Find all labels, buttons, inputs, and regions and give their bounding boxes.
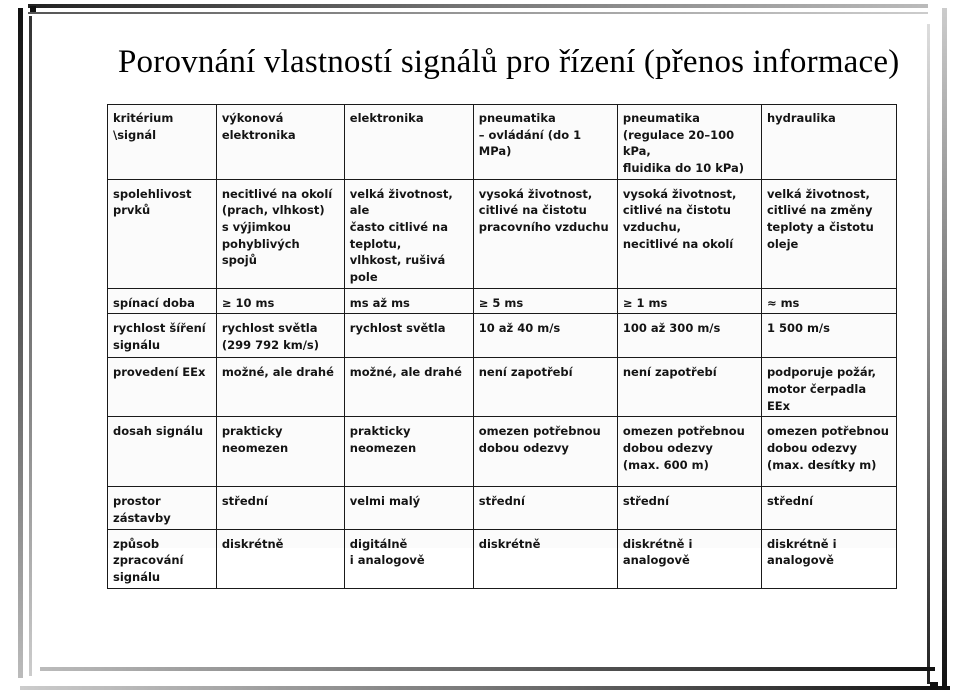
table-cell: možné, ale drahé: [216, 358, 344, 417]
table-cell: 100 až 300 m/s: [617, 314, 761, 358]
table-header-cell: výkonová elektronika: [216, 105, 344, 180]
table-cell: rychlost světla: [344, 314, 473, 358]
frame-corner-mark: [930, 682, 938, 690]
table-row: [108, 529, 897, 588]
table-cell: ≥ 5 ms: [473, 288, 617, 314]
table-cell: prakticky neomezen: [344, 417, 473, 487]
comparison-table-image: [107, 104, 897, 585]
table-cell: střední: [617, 487, 761, 529]
table-cell: střední: [761, 487, 896, 529]
frame-bottom-line-thin: [40, 667, 935, 671]
table-cell: vysoká životnost, citlivé na čistotu pracovního vzduchu: [473, 179, 617, 288]
frame-left-line: [18, 8, 23, 678]
criterion-cell: způsob zpracování signálu: [108, 529, 217, 588]
table-cell: velmi malý: [344, 487, 473, 529]
table-cell: střední: [473, 487, 617, 529]
table-cell: rychlost světla (299 792 km/s): [216, 314, 344, 358]
comparison-table: [107, 104, 897, 589]
table-cell: 1 500 m/s: [761, 314, 896, 358]
table-cell: prakticky neomezen: [216, 417, 344, 487]
table-cell: necitlivé na okolí (prach, vlhkost) s výjimkou pohyblivých spojů: [216, 179, 344, 288]
frame-bottom-line: [20, 686, 950, 690]
table-cell: podporuje požár, motor čerpadla EEx: [761, 358, 896, 417]
criterion-cell: provedení EEx: [108, 358, 217, 417]
table-cell: možné, ale drahé: [344, 358, 473, 417]
table-row: [108, 179, 897, 288]
table-cell: diskrétně i analogově: [617, 529, 761, 588]
table-cell: diskrétně i analogově: [761, 529, 896, 588]
table-cell: omezen potřebnou dobou odezvy (max. 600 m): [617, 417, 761, 487]
frame-corner-mark: [30, 6, 36, 12]
criterion-cell: dosah signálu: [108, 417, 217, 487]
criterion-cell: prostor zástavby: [108, 487, 217, 529]
slide-title: Porovnání vlastností signálů pro řízení (přenos informace): [118, 44, 900, 80]
table-cell: ≥ 1 ms: [617, 288, 761, 314]
table-row: [108, 288, 897, 314]
table-cell: velká životnost, ale často citlivé na teplotu, vlhkost, rušivá pole: [344, 179, 473, 288]
table-row: [108, 487, 897, 529]
table-cell: 10 až 40 m/s: [473, 314, 617, 358]
frame-top-line: [28, 4, 928, 8]
table-cell: střední: [216, 487, 344, 529]
table-cell: vysoká životnost, citlivé na čistotu vzduchu, necitlivé na okolí: [617, 179, 761, 288]
table-header-cell: hydraulika: [761, 105, 896, 180]
table-header-cell: pneumatika (regulace 20–100 kPa, fluidika do 10 kPa): [617, 105, 761, 180]
table-header-cell: kritérium \signál: [108, 105, 217, 180]
table-cell: ≥ 10 ms: [216, 288, 344, 314]
table-cell: digitálně i analogově: [344, 529, 473, 588]
table-header-cell: elektronika: [344, 105, 473, 180]
table-cell: ms až ms: [344, 288, 473, 314]
table-header-row: [108, 105, 897, 180]
criterion-cell: spolehlivost prvků: [108, 179, 217, 288]
table-cell: velká životnost, citlivé na změny teploty a čistotu oleje: [761, 179, 896, 288]
criterion-cell: rychlost šíření signálu: [108, 314, 217, 358]
criterion-cell: spínací doba: [108, 288, 217, 314]
frame-left-line-thin: [29, 16, 32, 676]
frame-top-line-thin: [28, 12, 928, 14]
table-row: [108, 314, 897, 358]
table-cell: není zapotřebí: [617, 358, 761, 417]
table-cell: omezen potřebnou dobou odezvy (max. desítky m): [761, 417, 896, 487]
frame-right-line-thin: [927, 24, 930, 684]
table-cell: není zapotřebí: [473, 358, 617, 417]
table-cell: diskrétně: [473, 529, 617, 588]
table-cell: ≈ ms: [761, 288, 896, 314]
table-cell: omezen potřebnou dobou odezvy: [473, 417, 617, 487]
table-row: [108, 417, 897, 487]
table-header-cell: pneumatika – ovládání (do 1 MPa): [473, 105, 617, 180]
table-row: [108, 358, 897, 417]
table-cell: diskrétně: [216, 529, 344, 588]
frame-right-line: [942, 8, 947, 688]
